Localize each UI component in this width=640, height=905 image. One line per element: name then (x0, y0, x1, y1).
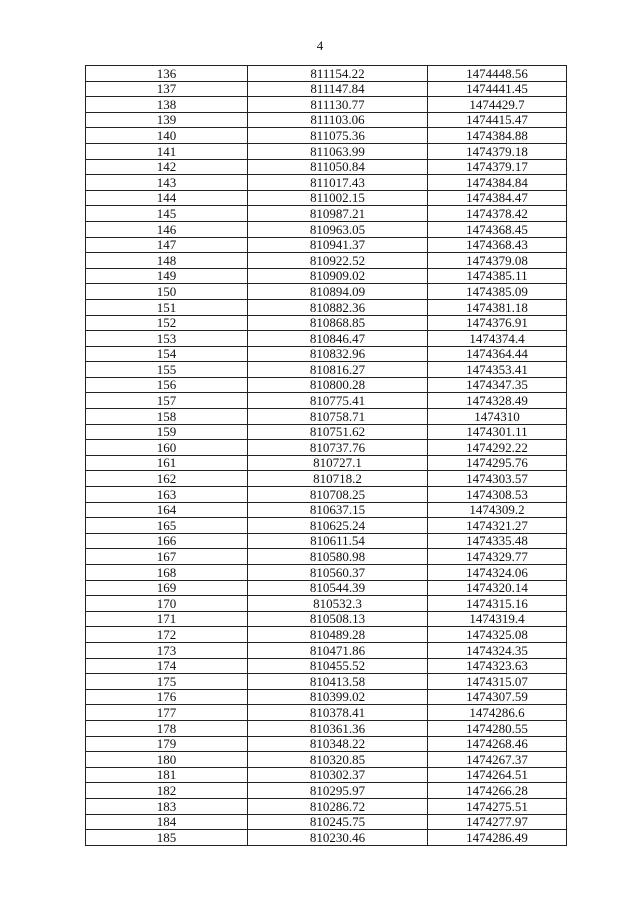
table-row (86, 159, 567, 175)
y-coordinate-cell: 1474353.41 (428, 362, 567, 378)
x-coordinate-cell: 810302.37 (248, 767, 428, 783)
table-row (86, 190, 567, 206)
x-coordinate-cell: 810868.85 (248, 315, 428, 331)
x-coordinate-cell: 810230.46 (248, 830, 428, 846)
table-row (86, 331, 567, 347)
x-coordinate-cell: 811130.77 (248, 97, 428, 113)
point-number-cell: 174 (86, 658, 248, 674)
point-number-cell: 158 (86, 409, 248, 425)
x-coordinate-cell: 810625.24 (248, 518, 428, 534)
point-number-cell: 140 (86, 128, 248, 144)
x-coordinate-cell: 810758.71 (248, 409, 428, 425)
x-coordinate-cell: 810637.15 (248, 502, 428, 518)
point-number-cell: 146 (86, 221, 248, 237)
table-row (86, 424, 567, 440)
table-row (86, 471, 567, 487)
table-row (86, 565, 567, 581)
x-coordinate-cell: 810286.72 (248, 798, 428, 814)
x-coordinate-cell: 810320.85 (248, 752, 428, 768)
coordinates-table-body (86, 66, 567, 846)
point-number-cell: 167 (86, 549, 248, 565)
table-row (86, 689, 567, 705)
x-coordinate-cell: 810846.47 (248, 331, 428, 347)
y-coordinate-cell: 1474441.45 (428, 81, 567, 97)
point-number-cell: 175 (86, 674, 248, 690)
y-coordinate-cell: 1474310 (428, 409, 567, 425)
point-number-cell: 168 (86, 565, 248, 581)
point-number-cell: 141 (86, 143, 248, 159)
x-coordinate-cell: 810348.22 (248, 736, 428, 752)
table-row (86, 143, 567, 159)
point-number-cell: 161 (86, 455, 248, 471)
x-coordinate-cell: 810963.05 (248, 221, 428, 237)
y-coordinate-cell: 1474315.07 (428, 674, 567, 690)
point-number-cell: 151 (86, 299, 248, 315)
point-number-cell: 169 (86, 580, 248, 596)
point-number-cell: 147 (86, 237, 248, 253)
x-coordinate-cell: 810909.02 (248, 268, 428, 284)
table-row (86, 237, 567, 253)
point-number-cell: 157 (86, 393, 248, 409)
table-row (86, 362, 567, 378)
table-row (86, 299, 567, 315)
point-number-cell: 142 (86, 159, 248, 175)
y-coordinate-cell: 1474379.08 (428, 253, 567, 269)
y-coordinate-cell: 1474374.4 (428, 331, 567, 347)
table-row (86, 393, 567, 409)
y-coordinate-cell: 1474303.57 (428, 471, 567, 487)
y-coordinate-cell: 1474335.48 (428, 533, 567, 549)
point-number-cell: 177 (86, 705, 248, 721)
point-number-cell: 176 (86, 689, 248, 705)
y-coordinate-cell: 1474324.35 (428, 642, 567, 658)
x-coordinate-cell: 811050.84 (248, 159, 428, 175)
point-number-cell: 181 (86, 767, 248, 783)
point-number-cell: 172 (86, 627, 248, 643)
x-coordinate-cell: 810882.36 (248, 299, 428, 315)
x-coordinate-cell: 811075.36 (248, 128, 428, 144)
point-number-cell: 180 (86, 752, 248, 768)
table-row (86, 253, 567, 269)
y-coordinate-cell: 1474329.77 (428, 549, 567, 565)
point-number-cell: 166 (86, 533, 248, 549)
x-coordinate-cell: 810489.28 (248, 627, 428, 643)
x-coordinate-cell: 810295.97 (248, 783, 428, 799)
x-coordinate-cell: 811103.06 (248, 112, 428, 128)
table-row (86, 128, 567, 144)
table-row (86, 409, 567, 425)
y-coordinate-cell: 1474267.37 (428, 752, 567, 768)
point-number-cell: 144 (86, 190, 248, 206)
x-coordinate-cell: 810532.3 (248, 596, 428, 612)
y-coordinate-cell: 1474277.97 (428, 814, 567, 830)
x-coordinate-cell: 810245.75 (248, 814, 428, 830)
point-number-cell: 143 (86, 175, 248, 191)
x-coordinate-cell: 810922.52 (248, 253, 428, 269)
table-row (86, 97, 567, 113)
table-row (86, 674, 567, 690)
point-number-cell: 153 (86, 331, 248, 347)
y-coordinate-cell: 1474264.51 (428, 767, 567, 783)
x-coordinate-cell: 810378.41 (248, 705, 428, 721)
table-row (86, 580, 567, 596)
table-row (86, 705, 567, 721)
table-row (86, 518, 567, 534)
table-row (86, 175, 567, 191)
point-number-cell: 148 (86, 253, 248, 269)
x-coordinate-cell: 810611.54 (248, 533, 428, 549)
x-coordinate-cell: 810727.1 (248, 455, 428, 471)
table-row (86, 346, 567, 362)
table-row (86, 642, 567, 658)
point-number-cell: 156 (86, 377, 248, 393)
x-coordinate-cell: 810708.25 (248, 487, 428, 503)
x-coordinate-cell: 810800.28 (248, 377, 428, 393)
point-number-cell: 178 (86, 720, 248, 736)
y-coordinate-cell: 1474292.22 (428, 440, 567, 456)
y-coordinate-cell: 1474319.4 (428, 611, 567, 627)
table-row (86, 455, 567, 471)
y-coordinate-cell: 1474384.88 (428, 128, 567, 144)
point-number-cell: 152 (86, 315, 248, 331)
x-coordinate-cell: 810941.37 (248, 237, 428, 253)
point-number-cell: 184 (86, 814, 248, 830)
table-row (86, 627, 567, 643)
table-row (86, 783, 567, 799)
y-coordinate-cell: 1474321.27 (428, 518, 567, 534)
point-number-cell: 182 (86, 783, 248, 799)
table-row (86, 549, 567, 565)
table-row (86, 720, 567, 736)
x-coordinate-cell: 810413.58 (248, 674, 428, 690)
y-coordinate-cell: 1474429.7 (428, 97, 567, 113)
y-coordinate-cell: 1474268.46 (428, 736, 567, 752)
table-row (86, 315, 567, 331)
point-number-cell: 155 (86, 362, 248, 378)
point-number-cell: 164 (86, 502, 248, 518)
table-row (86, 377, 567, 393)
table-row (86, 221, 567, 237)
y-coordinate-cell: 1474385.11 (428, 268, 567, 284)
table-row (86, 502, 567, 518)
table-row (86, 533, 567, 549)
y-coordinate-cell: 1474315.16 (428, 596, 567, 612)
table-row (86, 596, 567, 612)
point-number-cell: 136 (86, 66, 248, 82)
point-number-cell: 139 (86, 112, 248, 128)
x-coordinate-cell: 810399.02 (248, 689, 428, 705)
y-coordinate-cell: 1474286.6 (428, 705, 567, 721)
y-coordinate-cell: 1474378.42 (428, 206, 567, 222)
table-row (86, 81, 567, 97)
x-coordinate-cell: 811063.99 (248, 143, 428, 159)
y-coordinate-cell: 1474295.76 (428, 455, 567, 471)
point-number-cell: 185 (86, 830, 248, 846)
y-coordinate-cell: 1474379.18 (428, 143, 567, 159)
point-number-cell: 150 (86, 284, 248, 300)
y-coordinate-cell: 1474384.47 (428, 190, 567, 206)
point-number-cell: 183 (86, 798, 248, 814)
y-coordinate-cell: 1474448.56 (428, 66, 567, 82)
x-coordinate-cell: 810737.76 (248, 440, 428, 456)
point-number-cell: 165 (86, 518, 248, 534)
point-number-cell: 159 (86, 424, 248, 440)
x-coordinate-cell: 810471.86 (248, 642, 428, 658)
y-coordinate-cell: 1474384.84 (428, 175, 567, 191)
y-coordinate-cell: 1474324.06 (428, 565, 567, 581)
point-number-cell: 160 (86, 440, 248, 456)
point-number-cell: 137 (86, 81, 248, 97)
y-coordinate-cell: 1474415.47 (428, 112, 567, 128)
x-coordinate-cell: 810832.96 (248, 346, 428, 362)
y-coordinate-cell: 1474328.49 (428, 393, 567, 409)
y-coordinate-cell: 1474323.63 (428, 658, 567, 674)
table-row (86, 736, 567, 752)
y-coordinate-cell: 1474280.55 (428, 720, 567, 736)
point-number-cell: 170 (86, 596, 248, 612)
point-number-cell: 171 (86, 611, 248, 627)
table-row (86, 268, 567, 284)
point-number-cell: 163 (86, 487, 248, 503)
y-coordinate-cell: 1474309.2 (428, 502, 567, 518)
table-row (86, 66, 567, 82)
y-coordinate-cell: 1474275.51 (428, 798, 567, 814)
y-coordinate-cell: 1474381.18 (428, 299, 567, 315)
table-row (86, 752, 567, 768)
x-coordinate-cell: 810455.52 (248, 658, 428, 674)
y-coordinate-cell: 1474301.11 (428, 424, 567, 440)
point-number-cell: 145 (86, 206, 248, 222)
page-number: 4 (316, 38, 324, 53)
table-row (86, 284, 567, 300)
table-row (86, 798, 567, 814)
point-number-cell: 149 (86, 268, 248, 284)
table-row (86, 112, 567, 128)
table-row (86, 658, 567, 674)
point-number-cell: 173 (86, 642, 248, 658)
y-coordinate-cell: 1474266.28 (428, 783, 567, 799)
x-coordinate-cell: 810361.36 (248, 720, 428, 736)
x-coordinate-cell: 810544.39 (248, 580, 428, 596)
table-row (86, 440, 567, 456)
x-coordinate-cell: 810816.27 (248, 362, 428, 378)
y-coordinate-cell: 1474368.45 (428, 221, 567, 237)
y-coordinate-cell: 1474368.43 (428, 237, 567, 253)
y-coordinate-cell: 1474320.14 (428, 580, 567, 596)
x-coordinate-cell: 810894.09 (248, 284, 428, 300)
table-row (86, 206, 567, 222)
point-number-cell: 154 (86, 346, 248, 362)
point-number-cell: 179 (86, 736, 248, 752)
x-coordinate-cell: 810560.37 (248, 565, 428, 581)
table-row (86, 830, 567, 846)
y-coordinate-cell: 1474308.53 (428, 487, 567, 503)
y-coordinate-cell: 1474307.59 (428, 689, 567, 705)
y-coordinate-cell: 1474286.49 (428, 830, 567, 846)
coordinates-table (85, 65, 567, 846)
table-row (86, 611, 567, 627)
x-coordinate-cell: 810718.2 (248, 471, 428, 487)
y-coordinate-cell: 1474385.09 (428, 284, 567, 300)
x-coordinate-cell: 810508.13 (248, 611, 428, 627)
table-row (86, 487, 567, 503)
x-coordinate-cell: 810751.62 (248, 424, 428, 440)
y-coordinate-cell: 1474376.91 (428, 315, 567, 331)
x-coordinate-cell: 811017.43 (248, 175, 428, 191)
table-row (86, 814, 567, 830)
y-coordinate-cell: 1474347.35 (428, 377, 567, 393)
y-coordinate-cell: 1474379.17 (428, 159, 567, 175)
point-number-cell: 162 (86, 471, 248, 487)
x-coordinate-cell: 810580.98 (248, 549, 428, 565)
y-coordinate-cell: 1474364.44 (428, 346, 567, 362)
point-number-cell: 138 (86, 97, 248, 113)
x-coordinate-cell: 810775.41 (248, 393, 428, 409)
table-row (86, 767, 567, 783)
x-coordinate-cell: 811002.15 (248, 190, 428, 206)
y-coordinate-cell: 1474325.08 (428, 627, 567, 643)
x-coordinate-cell: 810987.21 (248, 206, 428, 222)
x-coordinate-cell: 811147.84 (248, 81, 428, 97)
x-coordinate-cell: 811154.22 (248, 66, 428, 82)
